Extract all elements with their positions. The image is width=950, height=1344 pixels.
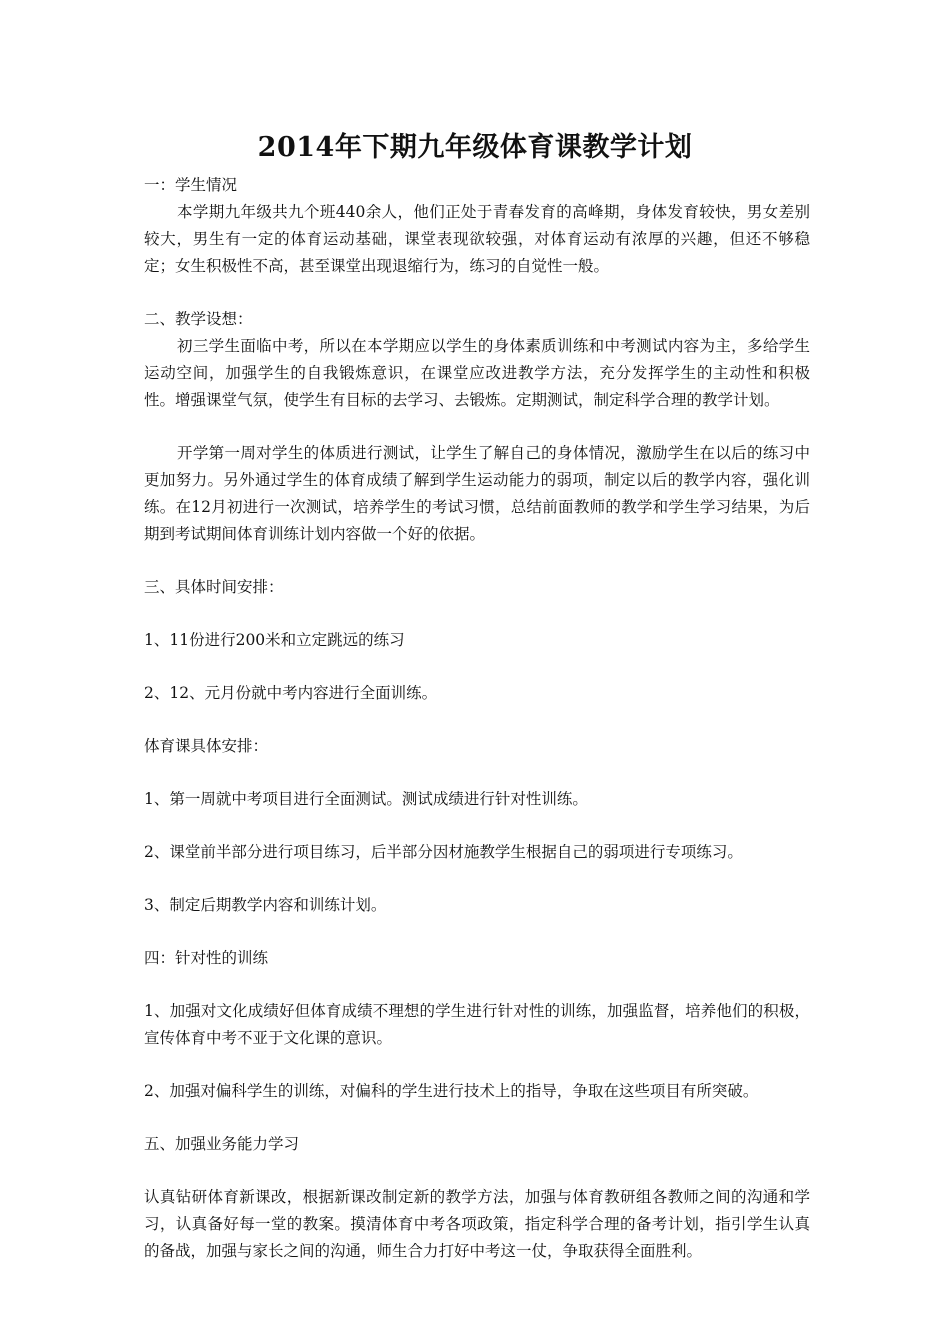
section-1-paragraph: 本学期九年级共九个班440余人，他们正处于青春发育的高峰期，身体发育较快，男女差别较大，男生有一定的体育运动基础，课堂表现欲较强，对体育运动有浓厚的兴趣，但还不够稳定；女生积极性不高，甚至课堂出现退缩行为，练习的自觉性一般。	[144, 203, 810, 275]
section-5-heading: 五、加强业务能力学习	[144, 1135, 300, 1153]
section-5-paragraph: 认真钻研体育新课改，根据新课改制定新的教学方法，加强与体育教研组各教师之间的沟通和学习，认真备好每一堂的教案。摸清体育中考各项政策，指定科学合理的备考计划，指引学生认真的备战，加强与家长之间的沟通，师生合力打好中考这一仗，争取获得全面胜利。	[144, 1188, 810, 1260]
document-title: 2014年下期九年级体育课教学计划	[257, 132, 693, 163]
pe-class-item-1: 1、第一周就中考项目进行全面测试。测试成绩进行针对性训练。	[144, 790, 588, 808]
section-3-item-1: 1、11份进行200米和立定跳远的练习	[144, 631, 405, 649]
section-4-heading: 四：针对性的训练	[144, 949, 269, 967]
section-3-heading: 三、具体时间安排：	[144, 578, 284, 596]
section-1-heading: 一：学生情况	[144, 176, 238, 194]
pe-class-item-3: 3、制定后期教学内容和训练计划。	[144, 896, 387, 914]
section-2-paragraph-2: 开学第一周对学生的体质进行测试，让学生了解自己的身体情况，激励学生在以后的练习中更加努力。另外通过学生的体育成绩了解到学生运动能力的弱项，制定以后的教学内容，强化训练。在12月初进行一次测试，培养学生的考试习惯，总结前面教师的教学和学生学习结果，为后期到考试期间体育训练计划内容做一个好的依据。	[144, 444, 810, 543]
document-body	[144, 172, 810, 1265]
section-3-item-2: 2、12、元月份就中考内容进行全面训练。	[144, 684, 438, 702]
section-2-paragraph: 初三学生面临中考，所以在本学期应以学生的身体素质训练和中考测试内容为主，多给学生运动空间，加强学生的自我锻炼意识，在课堂应改进教学方法，充分发挥学生的主动性和积极性。增强课堂气氛，使学生有目标的去学习、去锻炼。定期测试，制定科学合理的教学计划。	[144, 337, 810, 409]
section-4-item-1: 1、加强对文化成绩好但体育成绩不理想的学生进行针对性的训练，加强监督，培养他们的积极，宣传体育中考不亚于文化课的意识。	[144, 1002, 810, 1047]
pe-class-heading: 体育课具体安排：	[144, 737, 269, 755]
pe-class-item-2: 2、课堂前半部分进行项目练习，后半部分因材施教学生根据自己的弱项进行专项练习。	[144, 843, 743, 861]
section-2-heading: 二、教学设想：	[144, 310, 253, 328]
section-4-item-2: 2、加强对偏科学生的训练，对偏科的学生进行技术上的指导，争取在这些项目有所突破。	[144, 1082, 759, 1100]
